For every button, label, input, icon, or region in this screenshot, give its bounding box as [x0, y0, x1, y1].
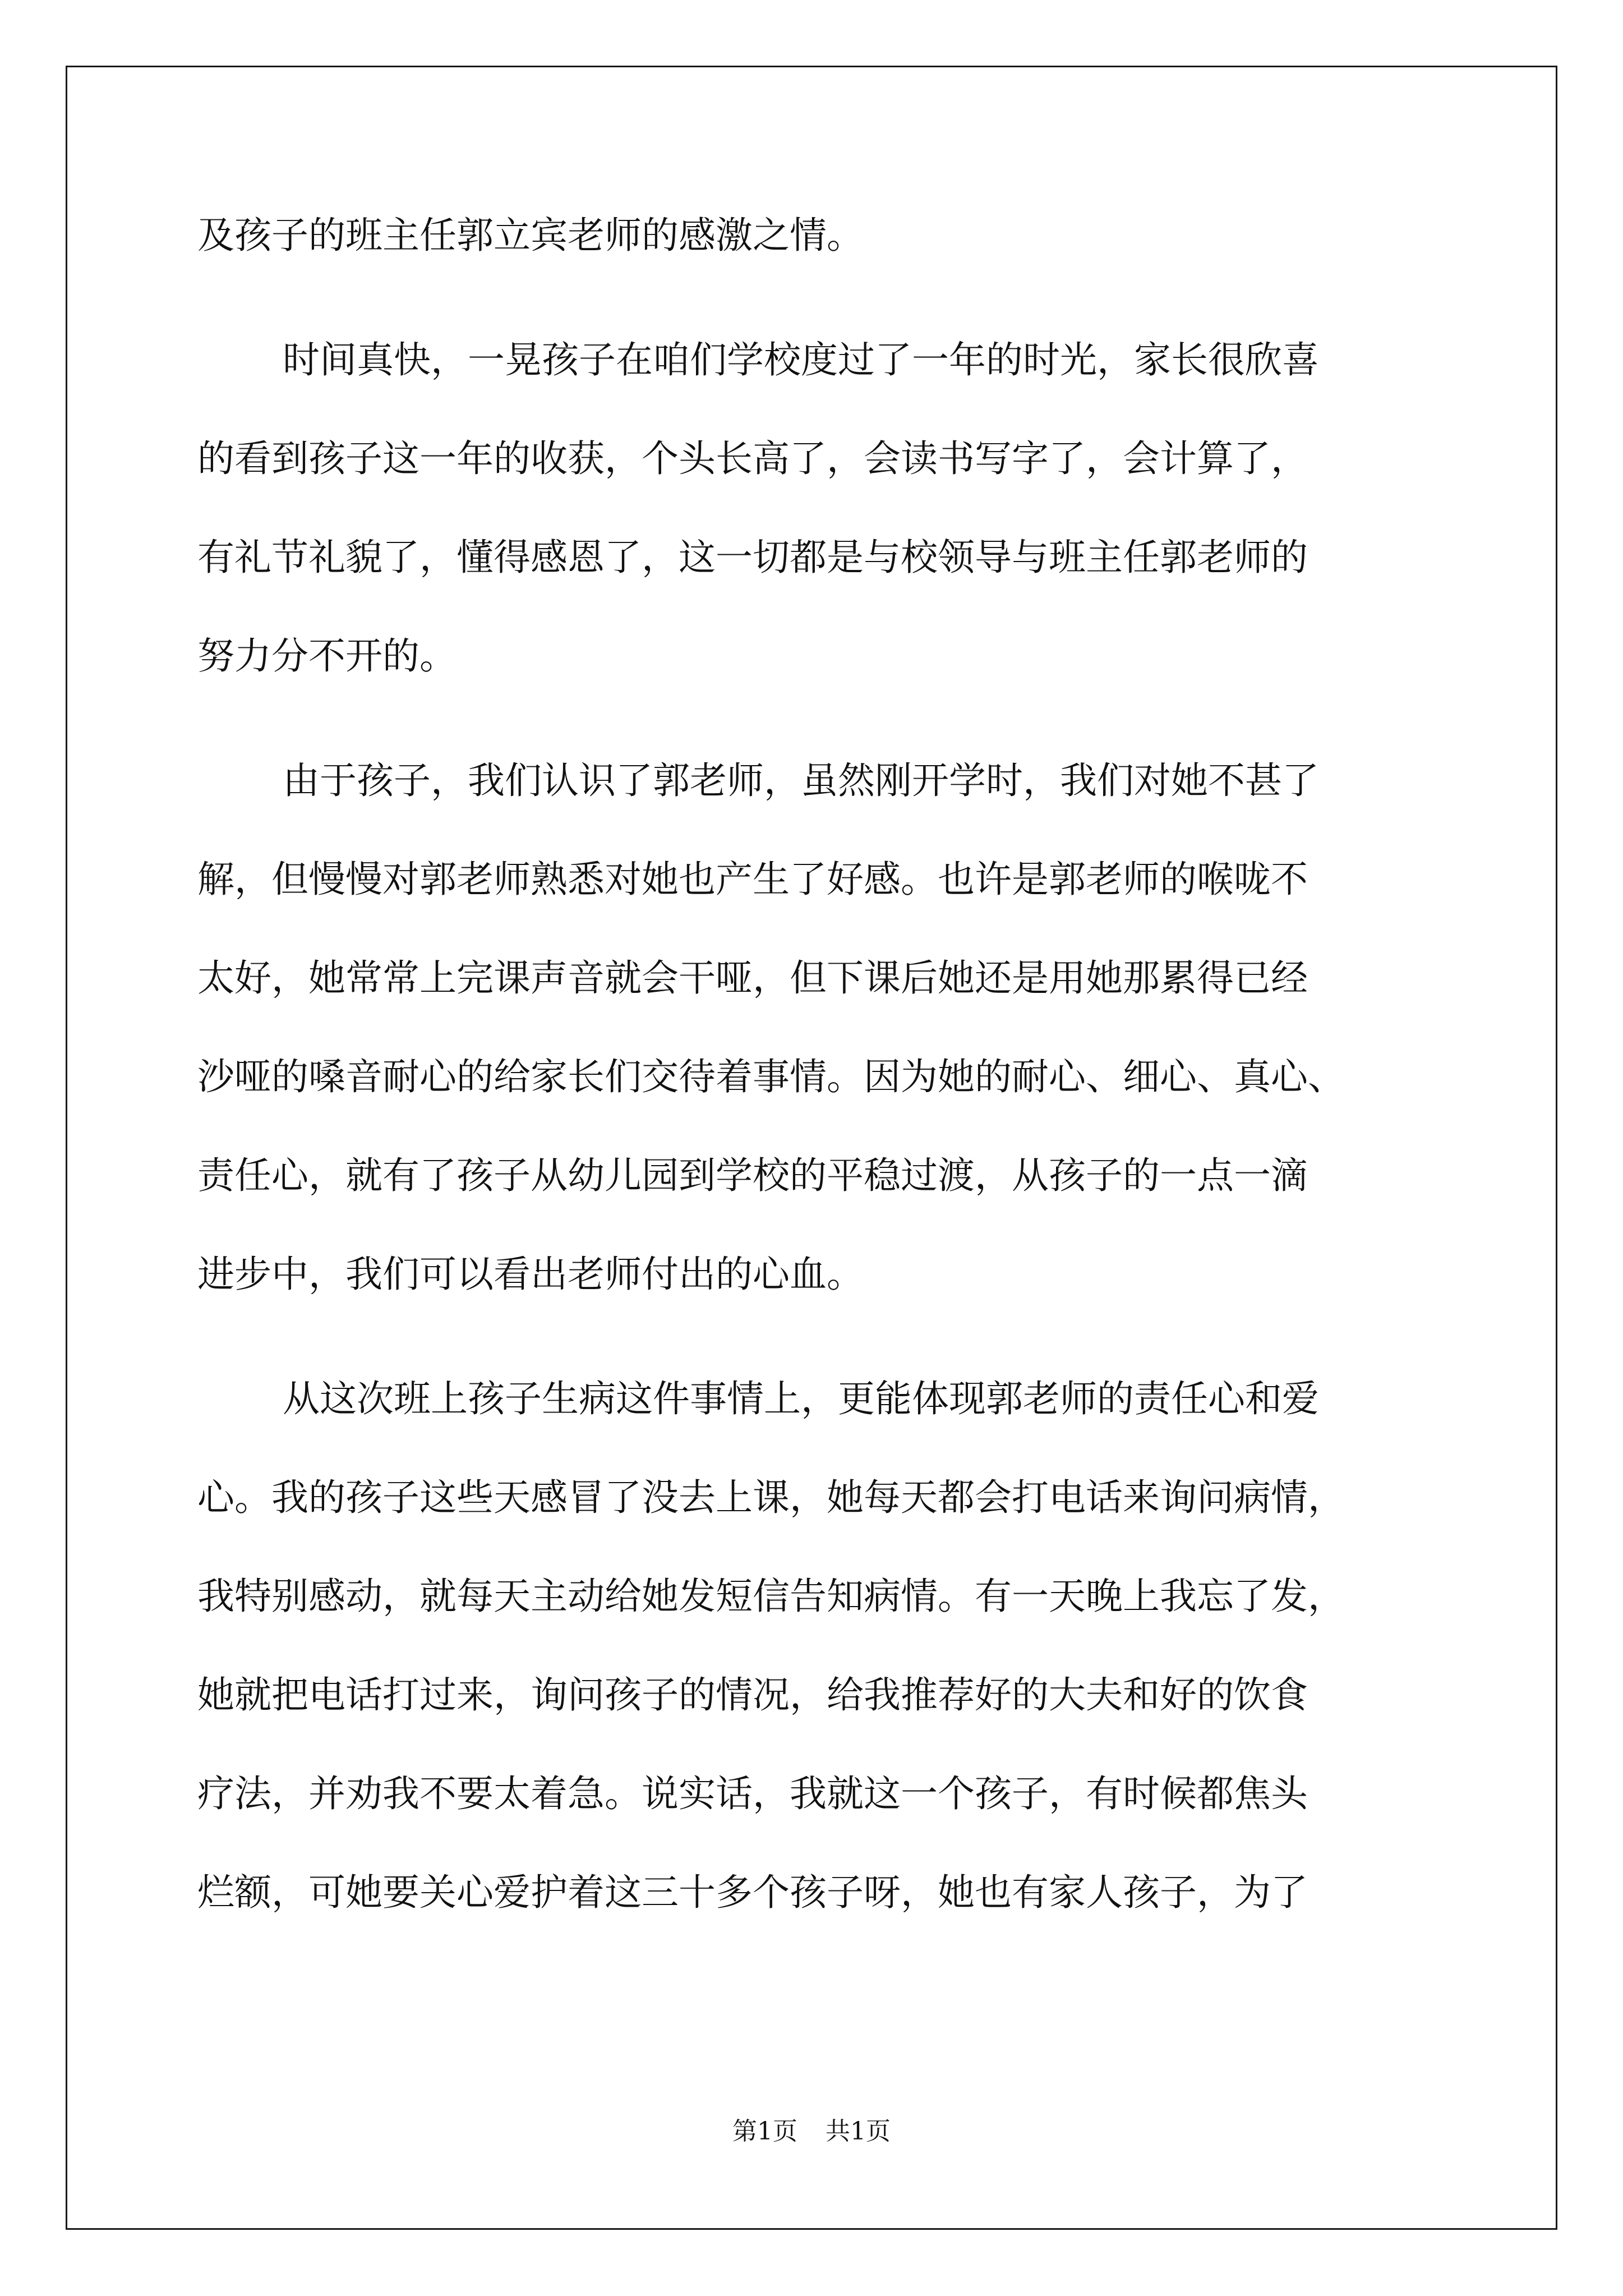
- text-line: 有礼节礼貌了，懂得感恩了，这一切都是与校领导与班主任郭老师的: [197, 536, 1308, 579]
- text-line: 由于孩子，我们认识了郭老师，虽然刚开学时，我们对她不甚了: [283, 759, 1319, 802]
- text-line: 责任心，就有了孩子从幼儿园到学校的平稳过渡，从孩子的一点一滴: [197, 1154, 1308, 1197]
- text-line: 及孩子的班主任郭立宾老师的感激之情。: [197, 214, 864, 257]
- text-line: 我特别感动，就每天主动给她发短信告知病情。有一天晚上我忘了发，: [197, 1575, 1345, 1618]
- text-line: 努力分不开的。: [197, 634, 457, 678]
- text-line: 沙哑的嗓音耐心的给家长们交待着事情。因为她的耐心、细心、真心、: [197, 1055, 1345, 1098]
- text-line: 太好，她常常上完课声音就会干哑，但下课后她还是用她那累得已经: [197, 956, 1308, 1000]
- page-number: 第1页: [732, 2117, 797, 2146]
- text-line: 时间真快，一晃孩子在咱们学校度过了一年的时光，家长很欣喜: [283, 338, 1319, 381]
- text-line: 进步中，我们可以看出老师付出的心血。: [197, 1253, 864, 1296]
- text-line: 的看到孩子这一年的收获，个头长高了，会读书写字了，会计算了，: [197, 437, 1308, 480]
- text-line: 从这次班上孩子生病这件事情上，更能体现郭老师的责任心和爱: [283, 1377, 1319, 1420]
- text-line: 她就把电话打过来，询问孩子的情况，给我推荐好的大夫和好的饮食: [197, 1673, 1308, 1717]
- text-line: 解，但慢慢对郭老师熟悉对她也产生了好感。也许是郭老师的喉咙不: [197, 858, 1308, 901]
- page-total: 共1页: [826, 2117, 891, 2146]
- text-line: 疗法，并劝我不要太着急。说实话，我就这一个孩子，有时候都焦头: [197, 1772, 1308, 1815]
- text-line: 心。我的孩子这些天感冒了没去上课，她每天都会打电话来询问病情，: [197, 1476, 1345, 1519]
- text-line: 烂额，可她要关心爱护着这三十多个孩子呀，她也有家人孩子，为了: [197, 1871, 1308, 1914]
- page-footer: [0, 2115, 1623, 2148]
